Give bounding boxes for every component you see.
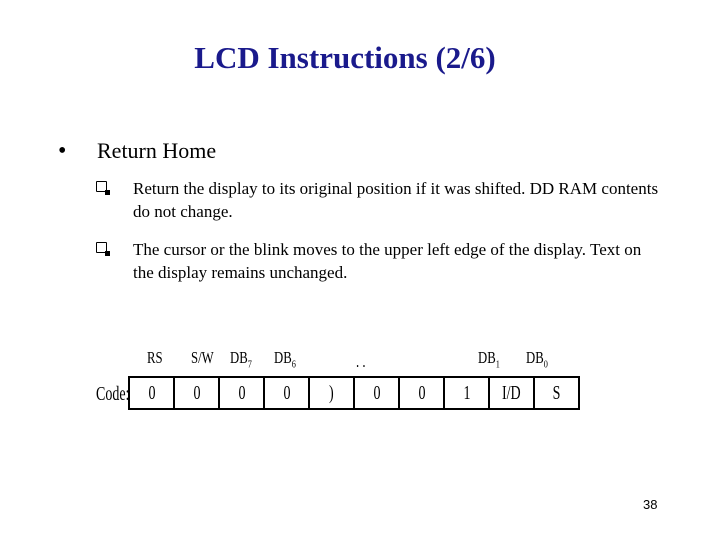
code-label: Code:	[96, 383, 130, 405]
code-bit-cell: 0	[263, 378, 308, 408]
code-bit-cell: 0	[148, 381, 155, 404]
header-sw: S/W	[191, 348, 214, 367]
code-bit-cell: 1	[443, 378, 488, 408]
sub-point-text: Return the display to its original position if it was shifted. DD RAM contents do not change.	[133, 179, 659, 221]
code-bit-cell: 0	[398, 378, 443, 408]
section-heading: Return Home	[97, 138, 217, 163]
code-bit-cell: I/D	[488, 378, 533, 408]
page-number: 38	[643, 497, 658, 512]
header-db7: $DB_7$	[230, 348, 252, 371]
header-db6: $DB_6$	[274, 348, 296, 371]
code-bit-cell: 0	[353, 378, 398, 408]
code-bit-cell: )	[308, 378, 353, 408]
header-db1: $DB_1$	[478, 348, 500, 371]
header-db0: $DB_0$	[526, 348, 548, 371]
sub-point-text: The cursor or the blink moves to the upper left edge of the display. Text on the display remains unchanged.	[133, 240, 642, 282]
code-bit-cell: S	[533, 378, 578, 408]
header-dots: . .	[356, 352, 366, 371]
header-rs: RS	[147, 348, 163, 367]
slide-title: LCD Instructions (2/6)	[194, 40, 496, 75]
instruction-code-figure	[94, 348, 584, 414]
checkbox-bullet-icon	[96, 242, 107, 253]
bullet-marker: •	[58, 138, 67, 164]
code-bit-cell: 0	[218, 378, 263, 408]
code-bit-row	[128, 376, 580, 410]
code-bit-cell: 0	[173, 378, 218, 408]
checkbox-bullet-icon	[96, 181, 107, 192]
